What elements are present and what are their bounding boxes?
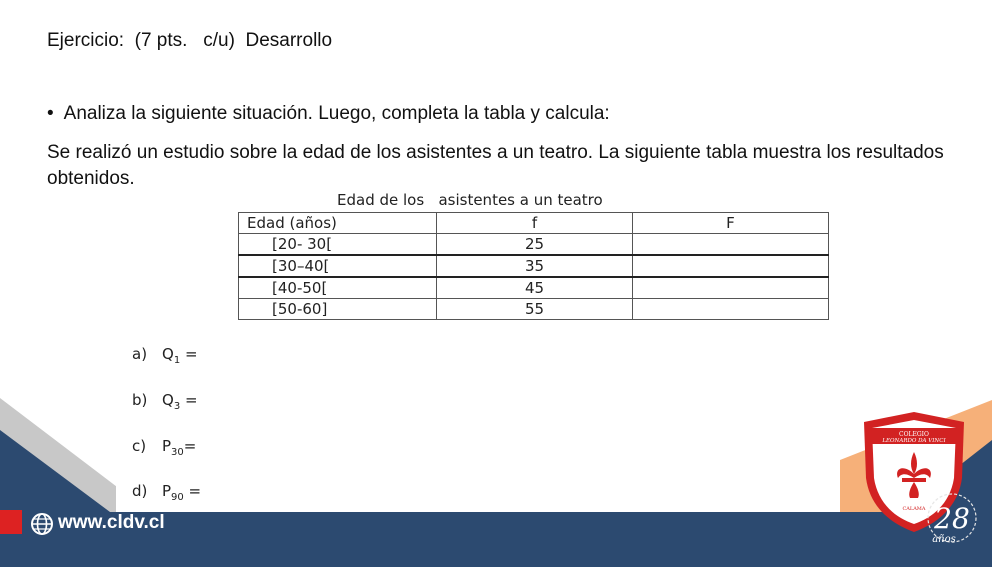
header-F: F — [633, 213, 829, 234]
question-letter: c) — [132, 437, 147, 455]
question-suffix: = — [180, 391, 198, 409]
interval-cell: [40-50[ — [239, 277, 437, 299]
question-q1 — [132, 345, 198, 366]
question-subscript: 30 — [171, 447, 184, 458]
table-title: Edad de los asistentes a un teatro — [337, 191, 603, 209]
page-title: Ejercicio: (7 pts. c/u) Desarrollo — [47, 30, 333, 51]
anniversary-badge — [922, 490, 984, 548]
frequency-cell: 25 — [437, 234, 633, 256]
table-row — [239, 255, 829, 277]
instruction-text: Analiza la siguiente situación. Luego, completa la tabla y calcula: — [63, 103, 610, 124]
question-subscript: 90 — [171, 492, 184, 503]
question-symbol: Q — [162, 391, 174, 409]
frequency-table — [238, 212, 829, 320]
question-subscript: 3 — [173, 401, 181, 412]
svg-text:COLEGIO: COLEGIO — [899, 431, 929, 438]
svg-text:28: 28 — [934, 502, 970, 535]
svg-text:LEONARDO DA VINCI: LEONARDO DA VINCI — [882, 438, 946, 444]
instruction-bullet — [47, 103, 610, 125]
cumulative-cell[interactable] — [633, 255, 829, 277]
question-letter: b) — [132, 391, 148, 409]
interval-cell: [20- 30[ — [239, 234, 437, 256]
question-suffix: = — [183, 437, 197, 455]
table-row — [239, 299, 829, 320]
header-f: f — [437, 213, 633, 234]
question-letter: a) — [132, 345, 148, 363]
table-header-row — [239, 213, 829, 234]
question-p90 — [132, 482, 201, 503]
cumulative-cell[interactable] — [633, 299, 829, 320]
question-symbol: P — [162, 482, 172, 500]
question-p30 — [132, 437, 196, 458]
cumulative-cell[interactable] — [633, 234, 829, 256]
frequency-cell: 55 — [437, 299, 633, 320]
question-symbol: P — [162, 437, 172, 455]
frequency-cell: 35 — [437, 255, 633, 277]
svg-text:años: años — [932, 534, 956, 545]
interval-cell: [50-60] — [239, 299, 437, 320]
interval-cell: [30–40[ — [239, 255, 437, 277]
question-suffix: = — [180, 345, 198, 363]
question-suffix: = — [183, 482, 202, 500]
bullet-icon: • — [47, 103, 54, 124]
globe-icon — [30, 512, 54, 536]
header-age: Edad (años) — [239, 213, 437, 234]
table-row — [239, 234, 829, 256]
frequency-cell: 45 — [437, 277, 633, 299]
footer-red-accent — [0, 510, 22, 534]
questions-panel — [116, 330, 840, 512]
question-subscript: 1 — [173, 355, 181, 366]
website-link[interactable]: www.cldv.cl — [58, 512, 165, 533]
question-symbol: Q — [162, 345, 174, 363]
problem-statement: Se realizó un estudio sobre la edad de los asistentes a un teatro. La siguiente tabla muestra los resultados obtenidos. — [47, 142, 944, 189]
cumulative-cell[interactable] — [633, 277, 829, 299]
question-q3 — [132, 391, 198, 412]
question-letter: d) — [132, 482, 148, 500]
table-row — [239, 277, 829, 299]
svg-text:CALAMA: CALAMA — [902, 506, 926, 512]
